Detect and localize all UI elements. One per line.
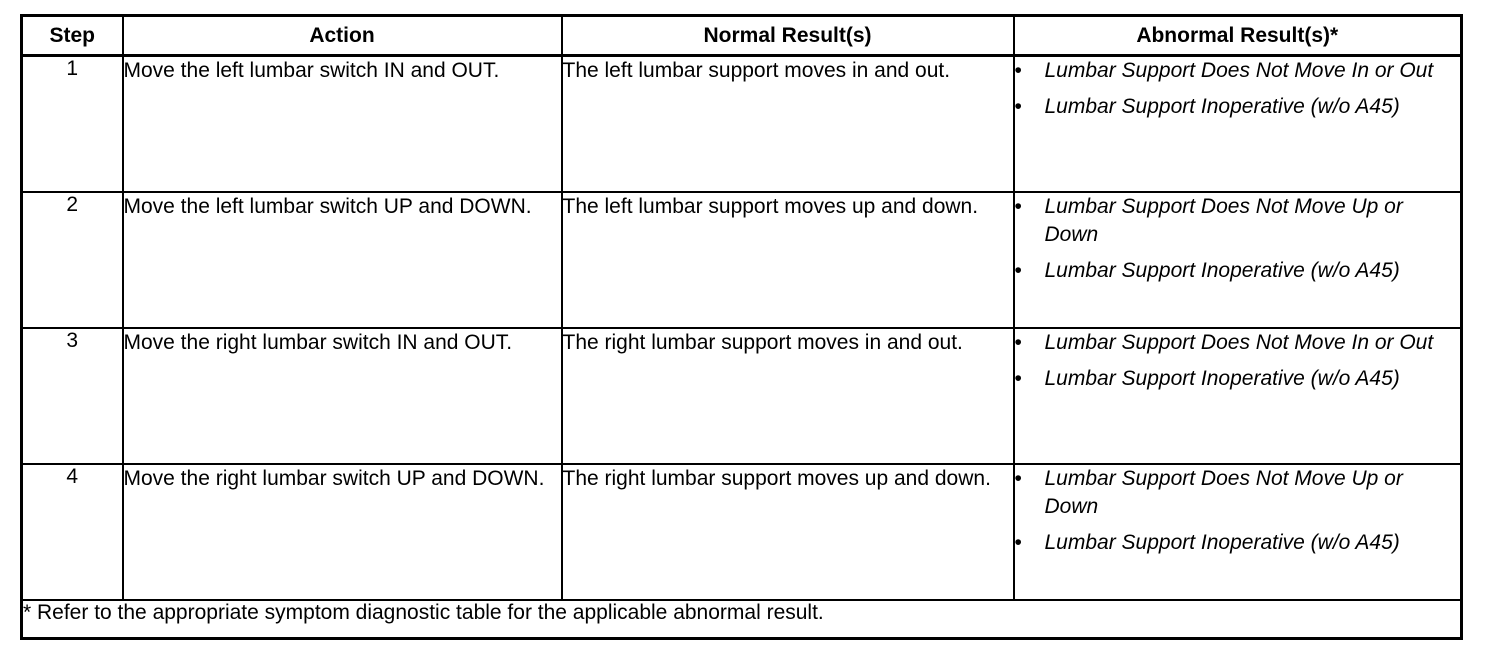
- abnormal-results-cell: [1014, 192, 1462, 328]
- abnormal-results-list: [1015, 465, 1461, 557]
- bullet-icon: •: [1014, 195, 1022, 218]
- action-text: Move the right lumbar switch IN and OUT.: [123, 328, 562, 464]
- step-number: 2: [22, 192, 123, 328]
- abnormal-result-item: [1015, 57, 1461, 85]
- abnormal-results-list: [1015, 329, 1461, 393]
- abnormal-result-item: [1015, 329, 1461, 357]
- abnormal-results-cell: [1014, 56, 1462, 193]
- step-number: 3: [22, 328, 123, 464]
- abnormal-result-link-text: Lumbar Support Does Not Move Up or Down: [1044, 195, 1403, 246]
- action-text: Move the left lumbar switch UP and DOWN.: [123, 192, 562, 328]
- abnormal-result-link-text: Lumbar Support Inoperative (w/o A45): [1044, 367, 1400, 390]
- diagnostic-table: [20, 14, 1463, 640]
- abnormal-result-item: [1015, 365, 1461, 393]
- normal-result-text: The left lumbar support moves in and out.: [562, 56, 1014, 193]
- table-row: [22, 328, 1462, 464]
- header-normal-results: Normal Result(s): [562, 16, 1014, 56]
- bullet-icon: •: [1014, 59, 1022, 82]
- footnote-text: * Refer to the appropriate symptom diagnostic table for the applicable abnormal result.: [22, 600, 1462, 639]
- bullet-icon: •: [1014, 95, 1022, 118]
- normal-result-text: The right lumbar support moves up and down.: [562, 464, 1014, 600]
- bullet-icon: •: [1014, 259, 1022, 282]
- header-abnormal-results: Abnormal Result(s)*: [1014, 16, 1462, 56]
- normal-result-text: The right lumbar support moves in and out.: [562, 328, 1014, 464]
- table-row: [22, 464, 1462, 600]
- bullet-icon: •: [1014, 467, 1022, 490]
- action-text: Move the left lumbar switch IN and OUT.: [123, 56, 562, 193]
- header-step: Step: [22, 16, 123, 56]
- abnormal-results-cell: [1014, 328, 1462, 464]
- abnormal-result-item: [1015, 93, 1461, 121]
- abnormal-result-item: [1015, 529, 1461, 557]
- abnormal-results-cell: [1014, 464, 1462, 600]
- header-action: Action: [123, 16, 562, 56]
- abnormal-results-list: [1015, 193, 1461, 285]
- normal-result-text: The left lumbar support moves up and down.: [562, 192, 1014, 328]
- abnormal-result-item: [1015, 193, 1461, 249]
- table-row: [22, 56, 1462, 193]
- table-row: [22, 192, 1462, 328]
- action-text: Move the right lumbar switch UP and DOWN.: [123, 464, 562, 600]
- abnormal-result-item: [1015, 257, 1461, 285]
- footnote-row: [22, 600, 1462, 639]
- bullet-icon: •: [1014, 367, 1022, 390]
- abnormal-result-link-text: Lumbar Support Does Not Move In or Out: [1044, 331, 1434, 354]
- abnormal-result-link-text: Lumbar Support Inoperative (w/o A45): [1044, 95, 1400, 118]
- abnormal-result-link-text: Lumbar Support Does Not Move In or Out: [1044, 59, 1434, 82]
- abnormal-result-link-text: Lumbar Support Does Not Move Up or Down: [1044, 467, 1403, 518]
- bullet-icon: •: [1014, 531, 1022, 554]
- abnormal-result-item: [1015, 465, 1461, 521]
- abnormal-results-list: [1015, 57, 1461, 121]
- abnormal-result-link-text: Lumbar Support Inoperative (w/o A45): [1044, 259, 1400, 282]
- step-number: 1: [22, 56, 123, 193]
- header-row: [22, 16, 1462, 56]
- step-number: 4: [22, 464, 123, 600]
- abnormal-result-link-text: Lumbar Support Inoperative (w/o A45): [1044, 531, 1400, 554]
- bullet-icon: •: [1014, 331, 1022, 354]
